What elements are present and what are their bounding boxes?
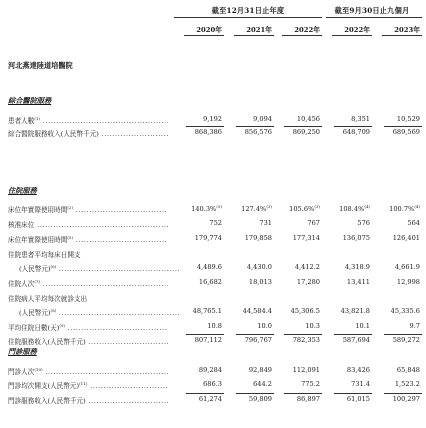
value-text: 100.7% [389, 205, 415, 213]
value-text: 731.4 [351, 380, 370, 388]
value-text: 89,284 [198, 366, 222, 374]
value-cell [372, 219, 420, 227]
value-cell [224, 219, 272, 227]
row-label-text: 核准床位 [8, 221, 35, 229]
value-text: 10.3 [305, 322, 320, 330]
subtotal-rule [334, 334, 372, 335]
row-label [8, 336, 168, 346]
value-text: 4,489.6 [196, 263, 222, 271]
footnote-marker: (7) [34, 279, 41, 284]
value-text: 767 [307, 219, 320, 227]
value-text: 8,351 [351, 115, 370, 123]
value-text: 61,274 [198, 395, 222, 403]
row-label [8, 128, 168, 138]
row-label-text: 住院人次 [8, 280, 35, 288]
footnote-marker: (10) [34, 367, 43, 372]
value-cell [224, 278, 272, 286]
value-text: 9,192 [203, 115, 222, 123]
header-group-nine-months: 截至9月30日止九個月 [334, 6, 410, 15]
value-cell [372, 278, 420, 286]
subtotal-rule [334, 126, 372, 127]
year-header: 2021年 [246, 26, 272, 34]
footnote-marker: (2) [67, 205, 74, 210]
value-text: 45,335.6 [390, 307, 420, 315]
value-text: 686.3 [203, 380, 222, 388]
row-label [8, 366, 168, 376]
value-cell [372, 395, 420, 403]
value-cell [224, 336, 272, 344]
value-cell [322, 278, 370, 286]
row-label-text: 綜合醫院服務收入(人民幣千元) [8, 130, 99, 138]
value-text: 92,849 [248, 366, 272, 374]
section-title: 門診服務 [8, 347, 37, 356]
value-text: 796,767 [244, 336, 272, 344]
value-cell [174, 263, 222, 271]
value-cell [372, 366, 420, 374]
row-label [8, 249, 168, 259]
value-text: 61,015 [346, 395, 370, 403]
value-cell [372, 336, 420, 344]
value-cell [224, 234, 272, 242]
footnote-marker: (4) [364, 204, 370, 209]
value-text: 576 [357, 219, 370, 227]
value-cell [272, 204, 320, 213]
row-label [8, 380, 168, 390]
row-label [19, 307, 179, 317]
footnote-marker: (1) [34, 116, 41, 121]
row-label-text: 平均住院日數(天) [8, 324, 60, 332]
value-cell [174, 380, 222, 388]
value-text: 179,858 [244, 234, 272, 242]
header-rule [174, 17, 322, 18]
value-cell [224, 380, 272, 388]
subtotal-rule [284, 334, 322, 335]
value-text: 13,411 [346, 278, 370, 286]
value-text: 10,529 [396, 115, 420, 123]
value-cell [174, 128, 222, 136]
subtotal-rule [384, 126, 422, 127]
year-header-rule [234, 35, 274, 36]
value-cell [224, 115, 272, 123]
row-label [8, 204, 168, 214]
subtotal-rule [384, 334, 422, 335]
row-label [8, 115, 168, 125]
subtotal-rule [186, 393, 224, 394]
value-text: 807,112 [194, 336, 222, 344]
subtotal-rule [334, 393, 372, 394]
year-header-rule [282, 35, 322, 36]
subtotal-rule [236, 334, 274, 335]
year-header: 2020年 [196, 26, 222, 34]
value-cell [224, 366, 272, 374]
value-text: 16,682 [198, 278, 222, 286]
footnote-marker: (3) [266, 204, 272, 209]
value-text: 10.8 [207, 322, 222, 330]
footnote-marker: (4) [414, 204, 420, 209]
section-title: 住院服務 [8, 186, 37, 195]
footnote-marker: (3) [216, 204, 222, 209]
value-cell [224, 395, 272, 403]
footnote-marker: (3) [314, 204, 320, 209]
value-cell [224, 307, 272, 315]
subtotal-rule [186, 334, 224, 335]
section-title: 綜合醫院服務 [8, 96, 52, 105]
row-label-text: 床位年實際使用時間 [8, 236, 68, 244]
row-label [8, 278, 168, 288]
year-header: 2022年 [294, 26, 320, 34]
value-text: 775.2 [301, 380, 320, 388]
row-label-text: 門診均次開支(人民幣元) [8, 382, 80, 390]
value-text: 108.4% [339, 205, 365, 213]
value-cell [174, 307, 222, 315]
value-text: 4,318.9 [344, 263, 370, 271]
value-cell [322, 263, 370, 271]
value-cell [272, 380, 320, 388]
value-text: 1,523.2 [394, 380, 420, 388]
value-cell [272, 322, 320, 330]
value-cell [272, 219, 320, 227]
value-text: 136,075 [342, 234, 370, 242]
value-cell [372, 380, 420, 388]
value-text: 65,848 [396, 366, 420, 374]
value-text: 112,091 [292, 366, 320, 374]
value-text: 59,809 [248, 395, 272, 403]
header-rule [326, 17, 422, 18]
row-label-text: 床位年實際使用時間 [8, 206, 68, 214]
value-text: 48,765.1 [192, 307, 222, 315]
value-cell [372, 263, 420, 271]
row-label [8, 234, 168, 244]
value-cell [174, 395, 222, 403]
value-text: 10.0 [257, 322, 272, 330]
value-text: 564 [407, 219, 420, 227]
value-text: 782,353 [292, 336, 320, 344]
value-text: 856,576 [244, 128, 272, 136]
row-label [19, 263, 179, 273]
header-group-fiscal-year: 截至12月31日止年度 [211, 6, 285, 15]
value-cell [272, 115, 320, 123]
value-text: 44,584.4 [242, 307, 272, 315]
value-cell [372, 322, 420, 330]
value-text: 83,426 [346, 366, 370, 374]
value-text: 731 [259, 219, 272, 227]
row-label-text: (人民幣元) [19, 265, 51, 273]
value-text: 4,661.9 [394, 263, 420, 271]
subtotal-rule [284, 393, 322, 394]
value-text: 105.6% [289, 205, 315, 213]
value-text: 589,272 [392, 336, 420, 344]
row-label-text: 患者人數 [8, 117, 35, 125]
row-label [8, 395, 168, 405]
value-text: 644.2 [253, 380, 272, 388]
value-cell [174, 278, 222, 286]
value-cell [322, 380, 370, 388]
value-cell [372, 234, 420, 242]
value-cell [174, 234, 222, 242]
footnote-marker: (5) [67, 235, 74, 240]
value-text: 869,250 [292, 128, 320, 136]
footnote-marker: (6) [50, 264, 57, 269]
value-cell [322, 115, 370, 123]
row-label-text: 住院患者平均每床日開支 [8, 251, 81, 259]
value-cell [322, 336, 370, 344]
hospital-name: 河北燕達陸道培醫院 [8, 61, 73, 70]
row-label-text: 門診人次 [8, 368, 35, 376]
value-text: 140.3% [191, 205, 217, 213]
value-text: 9,094 [253, 115, 272, 123]
value-cell [372, 115, 420, 123]
value-cell [272, 395, 320, 403]
value-text: 100,297 [392, 395, 420, 403]
value-text: 868,386 [194, 128, 222, 136]
value-text: 86,897 [296, 395, 320, 403]
value-cell [174, 336, 222, 344]
value-cell [322, 128, 370, 136]
row-label-text: (人民幣元) [19, 309, 51, 317]
value-cell [322, 395, 370, 403]
subtotal-rule [186, 126, 224, 127]
value-cell [174, 366, 222, 374]
value-text: 10,456 [296, 115, 320, 123]
subtotal-rule [284, 126, 322, 127]
value-text: 177,314 [292, 234, 320, 242]
year-header: 2023年 [394, 26, 420, 34]
value-text: 648,709 [342, 128, 370, 136]
row-label-text: 門診服務收入(人民幣千元) [8, 397, 86, 405]
value-text: 10.1 [355, 322, 370, 330]
value-text: 9.7 [409, 322, 420, 330]
value-cell [224, 204, 272, 213]
value-cell [372, 128, 420, 136]
value-cell [322, 204, 370, 213]
value-cell [272, 278, 320, 286]
row-label [8, 219, 168, 229]
row-label [8, 293, 168, 303]
value-text: 45,306.5 [290, 307, 320, 315]
value-cell [322, 307, 370, 315]
value-cell [272, 307, 320, 315]
value-cell [272, 234, 320, 242]
value-cell [322, 234, 370, 242]
year-header-rule [382, 35, 422, 36]
subtotal-rule [384, 393, 422, 394]
value-cell [174, 204, 222, 213]
value-text: 12,998 [396, 278, 420, 286]
footnote-marker: (11) [79, 381, 88, 386]
value-text: 587,694 [342, 336, 370, 344]
row-label [8, 322, 168, 332]
row-label-text: 住院服務收入(人民幣千元) [8, 338, 86, 346]
footnote-marker: (9) [59, 323, 65, 328]
value-cell [322, 366, 370, 374]
value-cell [372, 307, 420, 315]
value-text: 18,013 [248, 278, 272, 286]
value-text: 689,569 [392, 128, 420, 136]
value-cell [174, 322, 222, 330]
year-header-rule [184, 35, 224, 36]
value-cell [272, 128, 320, 136]
value-text: 126,401 [392, 234, 420, 242]
row-label-text: 住院病人平均每次就診支出 [8, 295, 88, 303]
value-cell [272, 336, 320, 344]
value-cell [372, 204, 420, 213]
value-text: 17,280 [296, 278, 320, 286]
value-cell [224, 128, 272, 136]
value-text: 179,774 [194, 234, 222, 242]
subtotal-rule [236, 393, 274, 394]
value-cell [224, 322, 272, 330]
value-cell [272, 366, 320, 374]
footnote-marker: (8) [50, 308, 57, 313]
value-cell [322, 219, 370, 227]
value-cell [272, 263, 320, 271]
subtotal-rule [236, 126, 274, 127]
value-text: 752 [209, 219, 222, 227]
year-header-rule [332, 35, 372, 36]
value-text: 4,430.0 [246, 263, 272, 271]
year-header: 2022年 [344, 26, 370, 34]
value-cell [224, 263, 272, 271]
value-text: 4,412.2 [294, 263, 320, 271]
value-cell [322, 322, 370, 330]
value-cell [174, 219, 222, 227]
value-text: 127.4% [241, 205, 267, 213]
value-text: 43,821.8 [340, 307, 370, 315]
value-cell [174, 115, 222, 123]
